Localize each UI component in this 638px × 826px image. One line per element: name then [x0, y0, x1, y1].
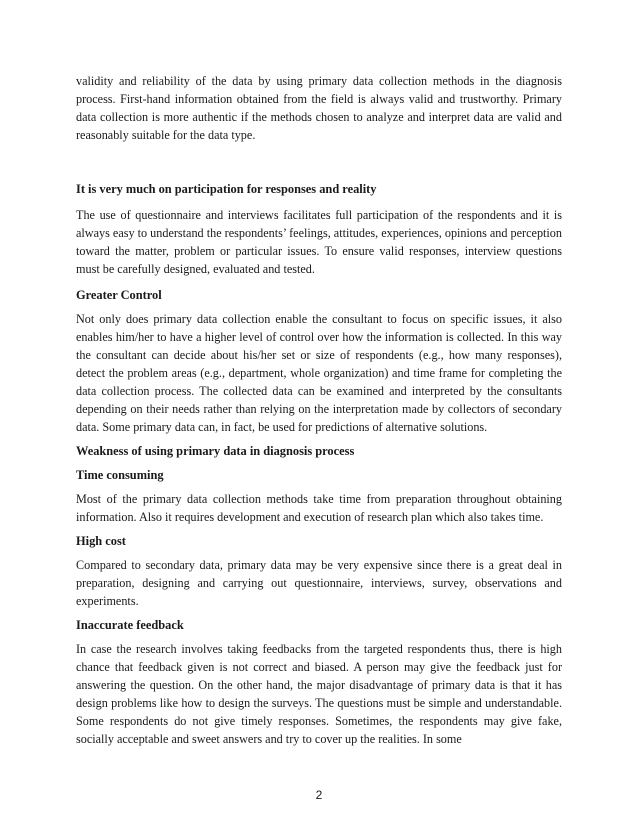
paragraph-inaccurate-feedback: In case the research involves taking feedbacks from the targeted respondents thus, there is high chance that feedback given is not correct and biased. A person may give the feedback just for answering the question. On the other hand, the major disadvantage of primary data is that it has design problems like how to design the surveys. The questions must be simple and understandable. Some respondents do not give timely responses. Sometimes, the respondents may give fake, socially acceptable and sweet answers and try to cover up the realities. In some	[76, 642, 562, 746]
page-number: 2	[315, 788, 323, 802]
heading-time-consuming: Time consuming	[76, 468, 164, 482]
heading-participation: It is very much on participation for responses and reality	[76, 182, 377, 196]
paragraph-greater-control: Not only does primary data collection enable the consultant to focus on specific issues, it also enables him/her to have a higher level of control over how the information is collected. In this way the consultant can decide about his/her set or size of respondents (e.g., how many responses), detect the problem areas (e.g., department, whole organization) and time frame for completing the data collection process. The collected data can be examined and interpreted by the consultants depending on their needs rather than relying on the interpretation made by collectors of secondary data. Some primary data can, in fact, be used for predictions of alternative solutions.	[76, 312, 562, 434]
document-page	[76, 72, 562, 748]
heading-weakness: Weakness of using primary data in diagnosis process	[76, 444, 355, 458]
heading-high-cost: High cost	[76, 534, 126, 548]
paragraph-high-cost: Compared to secondary data, primary data may be very expensive since there is a great deal in preparation, designing and carrying out questionnaire, interviews, survey, observations and experiments.	[76, 558, 562, 608]
heading-inaccurate-feedback: Inaccurate feedback	[76, 618, 184, 632]
heading-greater-control: Greater Control	[76, 288, 162, 302]
paragraph-time-consuming: Most of the primary data collection methods take time from preparation throughout obtaining information. Also it requires development and execution of research plan which also takes time.	[76, 492, 562, 524]
paragraph-participation: The use of questionnaire and interviews facilitates full participation of the respondents and it is always easy to understand the respondents’ feelings, attitudes, experiences, opinions and perception toward the matter, problem or particular issues. To ensure valid responses, interview questions must be carefully designed, evaluated and tested.	[76, 208, 562, 276]
paragraph-validity: validity and reliability of the data by using primary data collection methods in the diagnosis process. First-hand information obtained from the field is always valid and trustworthy. Primary data collection is more authentic if the methods chosen to analyze and interpret data are valid and reasonably suitable for the data type.	[76, 74, 562, 142]
